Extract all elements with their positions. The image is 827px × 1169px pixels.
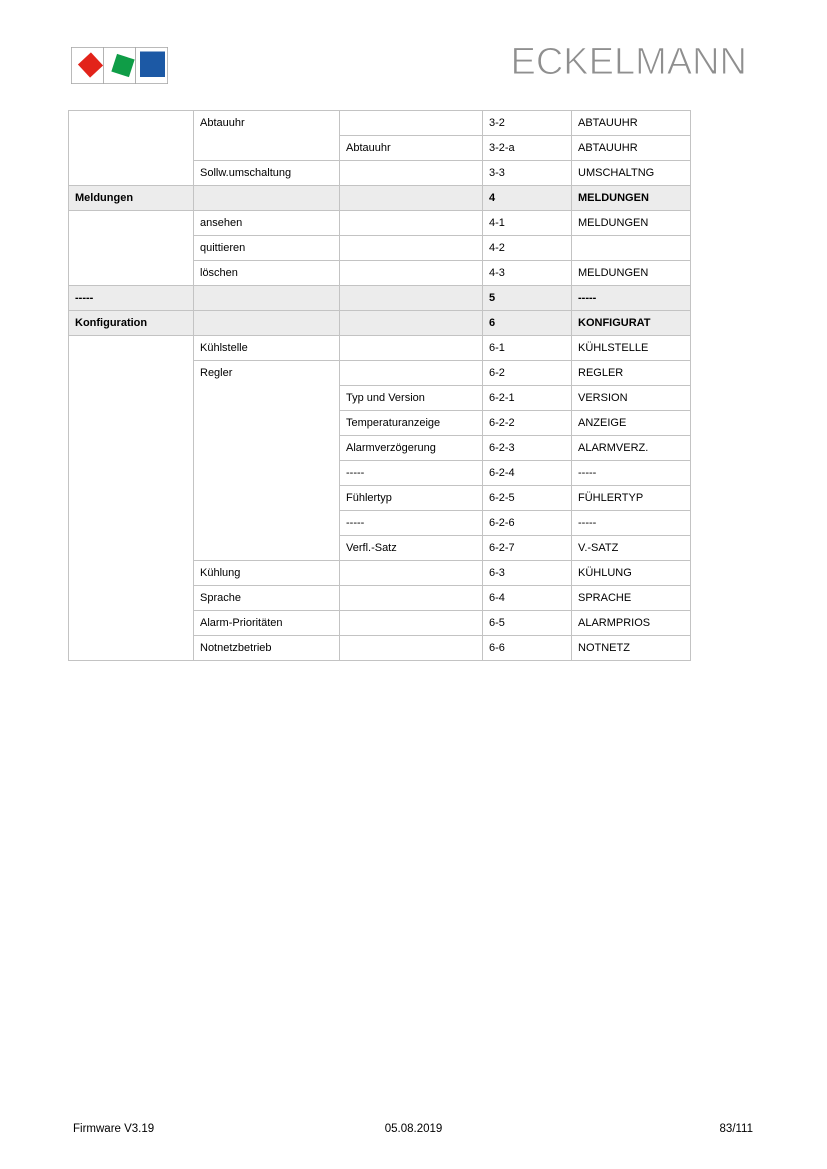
menu-display-cell: ABTAUUHR xyxy=(572,135,691,160)
menu-display-cell: KONFIGURAT xyxy=(572,310,691,335)
menu-level1-cell xyxy=(69,135,194,160)
menu-display-cell: MELDUNGEN xyxy=(572,185,691,210)
menu-display-cell: V.-SATZ xyxy=(572,535,691,560)
menu-code-cell: 4-1 xyxy=(483,210,572,235)
menu-level3-cell xyxy=(340,285,483,310)
eckelmann-logo xyxy=(71,47,168,84)
menu-row xyxy=(69,585,691,610)
menu-level2-cell xyxy=(194,310,340,335)
menu-level1-cell xyxy=(69,110,194,135)
menu-level3-cell: Fühlertyp xyxy=(340,485,483,510)
menu-row xyxy=(69,360,691,385)
menu-level2-cell xyxy=(194,185,340,210)
menu-level1-cell xyxy=(69,260,194,285)
footer-firmware-version: Firmware V3.19 xyxy=(73,1123,155,1135)
menu-level1-cell xyxy=(69,235,194,260)
menu-row xyxy=(69,160,691,185)
menu-level2-cell: Abtauuhr xyxy=(194,110,340,135)
menu-level3-cell xyxy=(340,635,483,660)
menu-code-cell: 4-2 xyxy=(483,235,572,260)
menu-level1-cell xyxy=(69,560,194,585)
menu-level2-cell: Kühlung xyxy=(194,560,340,585)
menu-row xyxy=(69,635,691,660)
menu-level1-cell: Meldungen xyxy=(69,185,194,210)
menu-level3-cell: ----- xyxy=(340,460,483,485)
footer-date: 05.08.2019 xyxy=(384,1123,443,1135)
menu-row xyxy=(69,485,691,510)
menu-level2-cell xyxy=(194,460,340,485)
menu-code-cell: 6-2-5 xyxy=(483,485,572,510)
menu-code-cell: 6-1 xyxy=(483,335,572,360)
menu-level2-cell: ansehen xyxy=(194,210,340,235)
menu-level3-cell: Temperaturanzeige xyxy=(340,410,483,435)
menu-code-cell: 3-3 xyxy=(483,160,572,185)
menu-row xyxy=(69,110,691,135)
menu-display-cell: ----- xyxy=(572,510,691,535)
menu-level2-cell: Regler xyxy=(194,360,340,385)
menu-level1-cell: ----- xyxy=(69,285,194,310)
menu-level3-cell xyxy=(340,110,483,135)
menu-row xyxy=(69,510,691,535)
menu-level1-cell xyxy=(69,510,194,535)
menu-code-cell: 6-2-3 xyxy=(483,435,572,460)
menu-level1-cell xyxy=(69,485,194,510)
menu-level2-cell xyxy=(194,535,340,560)
menu-code-cell: 5 xyxy=(483,285,572,310)
menu-code-cell: 6-3 xyxy=(483,560,572,585)
menu-display-cell: UMSCHALTNG xyxy=(572,160,691,185)
menu-display-cell: FÜHLERTYP xyxy=(572,485,691,510)
menu-level3-cell xyxy=(340,360,483,385)
menu-code-cell: 6-2-1 xyxy=(483,385,572,410)
menu-level3-cell xyxy=(340,210,483,235)
menu-row xyxy=(69,435,691,460)
menu-level2-cell xyxy=(194,485,340,510)
menu-display-cell: ALARMVERZ. xyxy=(572,435,691,460)
menu-display-cell: KÜHLSTELLE xyxy=(572,335,691,360)
menu-row xyxy=(69,460,691,485)
menu-level1-cell xyxy=(69,535,194,560)
menu-row xyxy=(69,385,691,410)
menu-level3-cell xyxy=(340,585,483,610)
menu-display-cell: ABTAUUHR xyxy=(572,110,691,135)
menu-code-cell: 4-3 xyxy=(483,260,572,285)
menu-level1-cell xyxy=(69,335,194,360)
menu-row xyxy=(69,260,691,285)
menu-display-cell: NOTNETZ xyxy=(572,635,691,660)
menu-code-cell: 3-2 xyxy=(483,110,572,135)
menu-display-cell: ANZEIGE xyxy=(572,410,691,435)
menu-level3-cell xyxy=(340,310,483,335)
menu-display-cell: ALARMPRIOS xyxy=(572,610,691,635)
menu-level3-cell: Alarmverzögerung xyxy=(340,435,483,460)
menu-level1-cell xyxy=(69,610,194,635)
menu-level3-cell xyxy=(340,560,483,585)
menu-display-cell xyxy=(572,235,691,260)
menu-level1-cell xyxy=(69,435,194,460)
menu-display-cell: VERSION xyxy=(572,385,691,410)
menu-level3-cell: Abtauuhr xyxy=(340,135,483,160)
menu-code-cell: 6-2 xyxy=(483,360,572,385)
menu-level2-cell xyxy=(194,385,340,410)
menu-level3-cell xyxy=(340,260,483,285)
menu-level1-cell xyxy=(69,635,194,660)
footer-page-number: 83/111 xyxy=(719,1123,753,1135)
menu-level2-cell: Kühlstelle xyxy=(194,335,340,360)
menu-code-cell: 6-4 xyxy=(483,585,572,610)
menu-display-cell: REGLER xyxy=(572,360,691,385)
menu-code-cell: 6-6 xyxy=(483,635,572,660)
menu-level1-cell xyxy=(69,360,194,385)
menu-level3-cell: Typ und Version xyxy=(340,385,483,410)
menu-level2-cell: Notnetzbetrieb xyxy=(194,635,340,660)
menu-display-cell: KÜHLUNG xyxy=(572,560,691,585)
menu-level2-cell xyxy=(194,410,340,435)
menu-level3-cell xyxy=(340,160,483,185)
menu-level2-cell: quittieren xyxy=(194,235,340,260)
menu-display-cell: ----- xyxy=(572,460,691,485)
menu-row xyxy=(69,235,691,260)
menu-level3-cell: ----- xyxy=(340,510,483,535)
menu-row xyxy=(69,535,691,560)
menu-row xyxy=(69,610,691,635)
menu-level2-cell xyxy=(194,285,340,310)
menu-code-cell: 3-2-a xyxy=(483,135,572,160)
menu-level3-cell: Verfl.-Satz xyxy=(340,535,483,560)
menu-level1-cell xyxy=(69,585,194,610)
menu-level1-cell xyxy=(69,410,194,435)
menu-level3-cell xyxy=(340,235,483,260)
menu-level2-cell: Sprache xyxy=(194,585,340,610)
menu-row xyxy=(69,335,691,360)
menu-row xyxy=(69,210,691,235)
menu-code-cell: 4 xyxy=(483,185,572,210)
menu-level2-cell xyxy=(194,435,340,460)
menu-level3-cell xyxy=(340,610,483,635)
brand-wordmark: ECKELMANN xyxy=(510,41,747,83)
menu-level3-cell xyxy=(340,335,483,360)
menu-level1-cell xyxy=(69,160,194,185)
logo-blue-square-icon xyxy=(140,52,165,78)
menu-display-cell: ----- xyxy=(572,285,691,310)
menu-level1-cell xyxy=(69,210,194,235)
menu-level2-cell: löschen xyxy=(194,260,340,285)
menu-row xyxy=(69,410,691,435)
menu-display-cell: SPRACHE xyxy=(572,585,691,610)
menu-level2-cell xyxy=(194,135,340,160)
menu-row xyxy=(69,560,691,585)
menu-display-cell: MELDUNGEN xyxy=(572,260,691,285)
menu-level2-cell: Sollw.umschaltung xyxy=(194,160,340,185)
menu-level2-cell xyxy=(194,510,340,535)
menu-section-row xyxy=(69,310,691,335)
menu-display-cell: MELDUNGEN xyxy=(572,210,691,235)
menu-code-cell: 6 xyxy=(483,310,572,335)
menu-level3-cell xyxy=(340,185,483,210)
menu-code-cell: 6-2-6 xyxy=(483,510,572,535)
menu-level1-cell xyxy=(69,385,194,410)
menu-code-cell: 6-2-2 xyxy=(483,410,572,435)
menu-code-cell: 6-5 xyxy=(483,610,572,635)
menu-code-cell: 6-2-4 xyxy=(483,460,572,485)
menu-level1-cell: Konfiguration xyxy=(69,310,194,335)
menu-section-row xyxy=(69,185,691,210)
menu-structure-table xyxy=(68,110,691,661)
menu-code-cell: 6-2-7 xyxy=(483,535,572,560)
menu-level1-cell xyxy=(69,460,194,485)
menu-section-row xyxy=(69,285,691,310)
menu-level2-cell: Alarm-Prioritäten xyxy=(194,610,340,635)
menu-row xyxy=(69,135,691,160)
